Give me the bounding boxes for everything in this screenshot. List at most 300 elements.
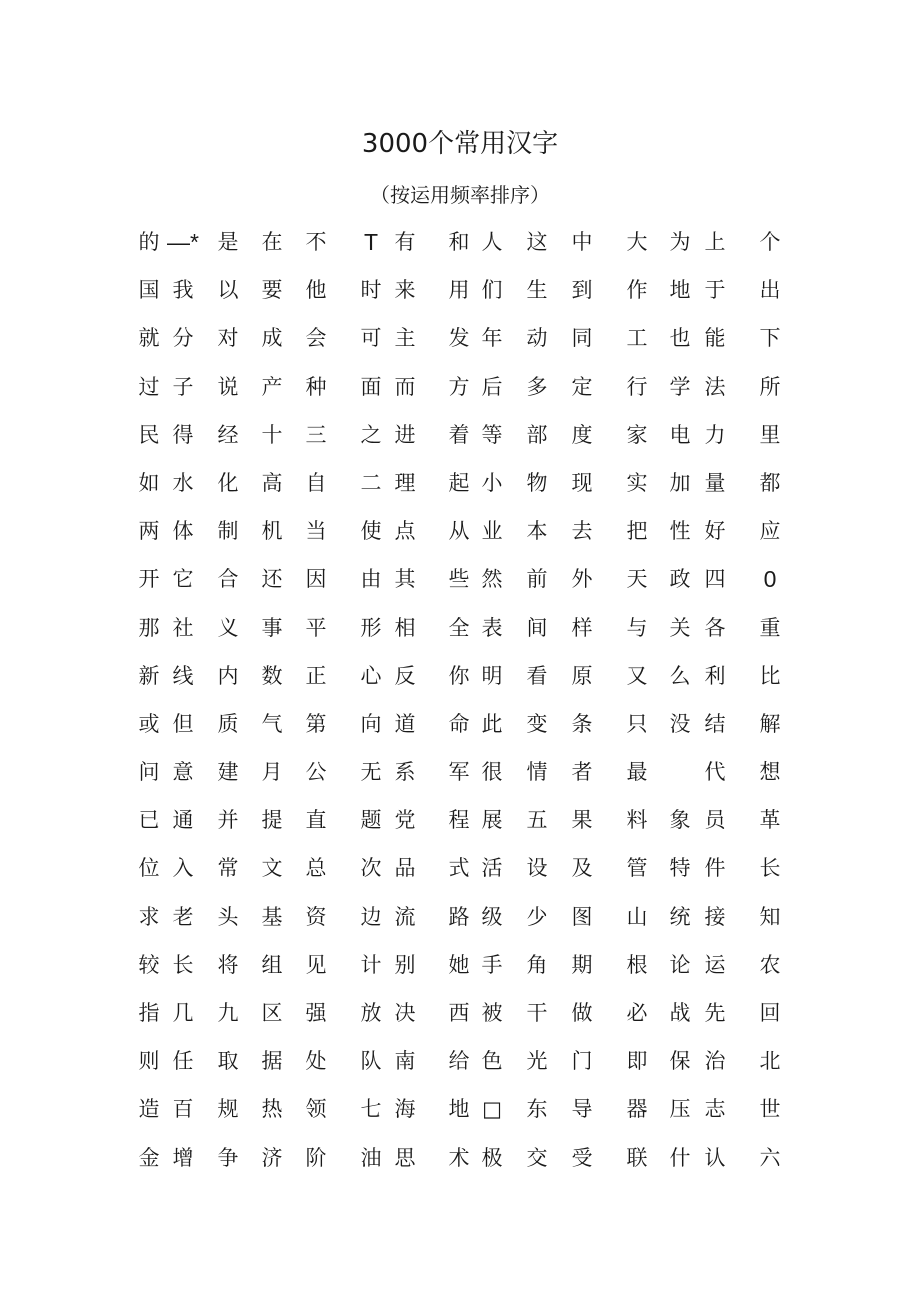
character-row [0, 218, 920, 266]
character-cell: 时 [360, 278, 382, 303]
character-cell: 电 [669, 422, 691, 447]
character-cell: 为 [669, 230, 691, 254]
character-cell: 光 [526, 1049, 548, 1074]
character-cell: 手 [481, 952, 503, 977]
character-cell: 门 [571, 1049, 593, 1074]
character-cell: 样 [571, 615, 593, 640]
character-cell: 着 [448, 422, 470, 447]
character-cell: 强 [305, 1001, 327, 1025]
character-cell: 情 [526, 760, 548, 785]
character-cell: 组 [261, 952, 283, 977]
character-cell: 求 [138, 904, 160, 929]
character-cell: 员 [704, 808, 726, 833]
character-cell: 长 [172, 952, 194, 977]
character-cell: 合 [217, 567, 239, 592]
character-cell: 被 [481, 1001, 503, 1025]
character-cell: 任 [172, 1049, 194, 1074]
character-cell: 化 [217, 470, 239, 495]
character-row [0, 1037, 920, 1085]
character-cell: 看 [526, 663, 548, 688]
document-subtitle: （按运用频率排序） [370, 183, 550, 207]
character-cell: 然 [481, 567, 503, 592]
character-cell: 头 [217, 904, 239, 929]
character-cell: 计 [360, 952, 382, 977]
character-cell: 很 [481, 760, 503, 785]
character-cell: 过 [138, 374, 160, 399]
character-row [0, 1085, 920, 1133]
character-cell: 与 [626, 615, 648, 640]
character-cell: 必 [626, 1001, 648, 1025]
character-cell: 根 [626, 952, 648, 977]
character-cell: 品 [394, 856, 416, 881]
character-cell: 问 [138, 760, 160, 785]
character-cell: 能 [704, 326, 726, 351]
character-cell: 都 [759, 470, 781, 495]
character-cell: 图 [571, 904, 593, 929]
character-cell: 第 [305, 711, 327, 736]
character-cell: 志 [704, 1097, 726, 1122]
character-cell: 质 [217, 711, 239, 736]
character-cell: 金 [138, 1145, 160, 1170]
character-cell: 文 [261, 856, 283, 881]
character-cell: 利 [704, 663, 726, 688]
character-cell: 认 [704, 1145, 726, 1170]
character-cell: 家 [626, 422, 648, 447]
character-cell: 程 [448, 808, 470, 833]
character-cell: 队 [360, 1049, 382, 1074]
character-cell: 关 [669, 615, 691, 640]
character-cell: 级 [481, 904, 503, 929]
character-cell: 极 [481, 1145, 503, 1170]
character-cell: 要 [261, 278, 283, 303]
character-cell: 反 [394, 663, 416, 688]
character-cell: 重 [759, 615, 781, 640]
character-row [0, 555, 920, 603]
character-cell: 点 [394, 519, 416, 544]
character-cell: 向 [360, 711, 382, 736]
character-cell: 面 [360, 374, 382, 399]
character-cell: 产 [261, 374, 283, 399]
character-cell: 生 [526, 278, 548, 303]
character-cell: 回 [759, 1001, 781, 1025]
character-cell: 可 [360, 326, 382, 351]
character-cell: 小 [481, 470, 503, 495]
character-cell: 基 [261, 904, 283, 929]
character-cell: 意 [172, 760, 194, 785]
character-cell: 入 [172, 856, 194, 881]
character-cell: 比 [759, 663, 781, 688]
character-cell: 体 [172, 519, 194, 544]
character-cell: 去 [571, 519, 593, 544]
character-cell: 间 [526, 615, 548, 640]
character-cell: 外 [571, 567, 593, 592]
character-cell: 展 [481, 808, 503, 833]
document-title: 3000个常用汉字 [361, 129, 559, 159]
character-cell: 和 [448, 230, 470, 254]
character-cell: 的 [138, 230, 160, 254]
character-cell: 器 [626, 1097, 648, 1122]
character-cell: 政 [669, 567, 691, 592]
character-cell: 同 [571, 326, 593, 351]
character-cell: 建 [217, 760, 239, 785]
character-cell: 百 [172, 1097, 194, 1122]
character-cell: 军 [448, 760, 470, 785]
character-cell: 件 [704, 856, 726, 881]
character-cell: 造 [138, 1097, 160, 1122]
character-cell: 次 [360, 856, 382, 881]
character-cell: 象 [669, 808, 691, 833]
character-cell: 或 [138, 711, 160, 736]
character-cell: 明 [481, 663, 503, 688]
character-cell: 平 [305, 615, 327, 640]
character-cell: 期 [571, 952, 593, 977]
character-cell: 你 [448, 663, 470, 688]
character-cell: 进 [394, 422, 416, 447]
character-cell: 后 [481, 374, 503, 399]
character-cell: 据 [261, 1049, 283, 1074]
character-cell: 六 [759, 1145, 781, 1170]
character-row [0, 459, 920, 507]
character-cell: 战 [669, 1001, 691, 1025]
character-cell: 只 [626, 711, 648, 736]
character-cell: 山 [626, 904, 648, 929]
character-cell: 提 [261, 808, 283, 833]
character-cell: 定 [571, 374, 593, 399]
character-cell: 内 [217, 663, 239, 688]
character-cell: 通 [172, 808, 194, 833]
character-cell: 区 [261, 1001, 283, 1025]
character-cell: 方 [448, 374, 470, 399]
character-cell: 么 [669, 663, 691, 688]
character-cell: 什 [669, 1145, 691, 1170]
character-cell: 老 [172, 904, 194, 929]
character-cell: 些 [448, 567, 470, 592]
character-cell: 世 [759, 1097, 781, 1122]
character-cell: 少 [526, 904, 548, 929]
character-cell: 想 [759, 760, 781, 785]
character-cell: 论 [669, 952, 691, 977]
character-row [0, 507, 920, 555]
character-cell: 总 [305, 856, 327, 881]
character-cell: 学 [669, 374, 691, 399]
character-cell: 干 [526, 1001, 548, 1025]
character-cell: 其 [394, 567, 416, 592]
character-cell: 那 [138, 615, 160, 640]
character-cell: 给 [448, 1049, 470, 1074]
character-cell: 无 [360, 760, 382, 785]
character-cell: 气 [261, 711, 283, 736]
character-cell: 现 [571, 470, 593, 495]
character-cell: 保 [669, 1049, 691, 1074]
character-cell: 受 [571, 1145, 593, 1170]
character-cell: 下 [759, 326, 781, 351]
character-cell: 此 [481, 711, 503, 736]
character-cell: 色 [481, 1049, 503, 1074]
character-cell: 油 [360, 1145, 382, 1170]
character-cell: 则 [138, 1049, 160, 1074]
character-cell: 放 [360, 1001, 382, 1025]
character-cell: 本 [526, 519, 548, 544]
character-cell: 西 [448, 1001, 470, 1025]
character-row [0, 989, 920, 1037]
character-cell: —* [167, 229, 199, 255]
character-cell: 好 [704, 519, 726, 544]
character-cell: 成 [261, 326, 283, 351]
character-cell: 做 [571, 1001, 593, 1025]
character-cell: 表 [481, 615, 503, 640]
character-cell: 上 [704, 230, 726, 254]
character-cell: 增 [172, 1145, 194, 1170]
character-cell: 接 [704, 904, 726, 929]
character-cell: 所 [759, 374, 781, 399]
character-cell: 经 [217, 422, 239, 447]
character-cell: 导 [571, 1097, 593, 1122]
character-cell: 规 [217, 1097, 239, 1122]
character-cell: 系 [394, 760, 416, 785]
character-cell: 高 [261, 470, 283, 495]
character-cell: 正 [305, 663, 327, 688]
character-cell: 北 [759, 1049, 781, 1074]
character-cell: 水 [172, 470, 194, 495]
character-cell: 九 [217, 1001, 239, 1025]
character-cell: 较 [138, 952, 160, 977]
character-cell: 起 [448, 470, 470, 495]
character-cell: 里 [759, 422, 781, 447]
character-cell: 东 [526, 1097, 548, 1122]
character-cell: 解 [759, 711, 781, 736]
character-cell: 特 [669, 856, 691, 881]
character-cell: 流 [394, 904, 416, 929]
character-cell: 因 [305, 567, 327, 592]
character-cell: 联 [626, 1145, 648, 1170]
character-cell: 当 [305, 519, 327, 544]
character-cell: 位 [138, 856, 160, 881]
character-cell: 领 [305, 1097, 327, 1122]
character-cell: 实 [626, 470, 648, 495]
character-cell: 结 [704, 711, 726, 736]
character-cell: 人 [481, 230, 503, 254]
character-cell: T [363, 229, 379, 255]
character-cell: 得 [172, 422, 194, 447]
character-cell: 使 [360, 519, 382, 544]
character-cell: 行 [626, 374, 648, 399]
character-cell: 地 [448, 1097, 470, 1122]
character-cell: 长 [759, 856, 781, 881]
character-cell: 这 [526, 230, 548, 254]
character-cell: 设 [526, 856, 548, 881]
character-row [0, 652, 920, 700]
character-cell: 变 [526, 711, 548, 736]
character-cell: 又 [626, 663, 648, 688]
character-cell: 五 [526, 808, 548, 833]
character-cell: 十 [261, 422, 283, 447]
character-cell: 社 [172, 615, 194, 640]
character-cell: 之 [360, 422, 382, 447]
character-cell: 相 [394, 615, 416, 640]
character-cell: 机 [261, 519, 283, 544]
character-row [0, 266, 920, 314]
character-cell: 指 [138, 1001, 160, 1025]
character-cell: 统 [669, 904, 691, 929]
character-cell: 而 [394, 374, 416, 399]
character-cell: 将 [217, 952, 239, 977]
character-cell: 几 [172, 1001, 194, 1025]
character-cell: 别 [394, 952, 416, 977]
character-cell: 她 [448, 952, 470, 977]
character-cell: 月 [261, 760, 283, 785]
character-cell: 农 [759, 952, 781, 977]
character-cell: 道 [394, 711, 416, 736]
character-cell: 分 [172, 326, 194, 351]
character-cell: 三 [305, 422, 327, 447]
character-cell: 处 [305, 1049, 327, 1074]
character-cell: 但 [172, 711, 194, 736]
character-cell: 于 [704, 278, 726, 303]
character-cell: 见 [305, 952, 327, 977]
character-cell: 多 [526, 374, 548, 399]
character-cell: 开 [138, 567, 160, 592]
character-cell: 把 [626, 519, 648, 544]
character-cell: 法 [704, 374, 726, 399]
character-cell: 运 [704, 952, 726, 977]
character-cell: 先 [704, 1001, 726, 1025]
character-cell: 们 [481, 278, 503, 303]
character-row [0, 941, 920, 989]
character-cell: 治 [704, 1049, 726, 1074]
character-cell: 我 [172, 278, 194, 303]
character-cell: 对 [217, 326, 239, 351]
character-cell: 会 [305, 326, 327, 351]
character-cell: 由 [360, 567, 382, 592]
character-cell: 交 [526, 1145, 548, 1170]
character-cell: 不 [305, 230, 327, 254]
character-cell: 题 [360, 808, 382, 833]
character-cell: 最 [626, 760, 648, 785]
character-cell: 果 [571, 808, 593, 833]
character-cell: 应 [759, 519, 781, 544]
character-cell: 中 [571, 230, 593, 254]
character-cell: 理 [394, 470, 416, 495]
character-cell: 管 [626, 856, 648, 881]
character-cell: 到 [571, 278, 593, 303]
character-cell: □ [482, 1097, 502, 1122]
character-cell: 角 [526, 952, 548, 977]
character-cell: 工 [626, 326, 648, 351]
character-cell: 争 [217, 1145, 239, 1170]
character-row [0, 844, 920, 892]
character-cell: 用 [448, 278, 470, 303]
character-cell: 国 [138, 278, 160, 303]
character-cell: 并 [217, 808, 239, 833]
character-cell: 大 [626, 230, 648, 254]
character-cell: 两 [138, 519, 160, 544]
character-cell: 出 [759, 278, 781, 303]
character-cell: 南 [394, 1049, 416, 1074]
character-cell: 压 [669, 1097, 691, 1122]
character-cell: 他 [305, 278, 327, 303]
character-cell: 料 [626, 808, 648, 833]
character-cell: 心 [360, 663, 382, 688]
character-cell: 地 [669, 278, 691, 303]
character-cell: 它 [172, 567, 194, 592]
character-cell: 作 [626, 278, 648, 303]
character-cell: 从 [448, 519, 470, 544]
character-cell: 者 [571, 760, 593, 785]
character-row [0, 748, 920, 796]
character-cell: 动 [526, 326, 548, 351]
character-cell: 说 [217, 374, 239, 399]
character-row [0, 314, 920, 362]
character-cell: 条 [571, 711, 593, 736]
character-cell: 七 [360, 1097, 382, 1122]
character-cell: 常 [217, 856, 239, 881]
character-cell: 就 [138, 326, 160, 351]
character-cell: 活 [481, 856, 503, 881]
character-grid [0, 218, 920, 1182]
character-cell: 数 [261, 663, 283, 688]
character-cell: 制 [217, 519, 239, 544]
character-cell: 济 [261, 1145, 283, 1170]
character-cell: 没 [669, 711, 691, 736]
character-cell: 性 [669, 519, 691, 544]
character-cell: 前 [526, 567, 548, 592]
character-cell: 发 [448, 326, 470, 351]
character-cell: 加 [669, 470, 691, 495]
character-cell [660, 748, 700, 796]
character-cell: 以 [217, 278, 239, 303]
character-cell: 全 [448, 615, 470, 640]
character-row [0, 796, 920, 844]
character-cell: 海 [394, 1097, 416, 1122]
character-row [0, 1134, 920, 1182]
character-cell: 即 [626, 1049, 648, 1074]
character-cell: 如 [138, 470, 160, 495]
character-cell: 新 [138, 663, 160, 688]
character-cell: 度 [571, 422, 593, 447]
character-cell: 路 [448, 904, 470, 929]
character-row [0, 411, 920, 459]
character-cell: 物 [526, 470, 548, 495]
character-cell: 主 [394, 326, 416, 351]
character-cell: 0 [763, 566, 777, 593]
character-cell: 已 [138, 808, 160, 833]
character-cell: 事 [261, 615, 283, 640]
character-cell: 也 [669, 326, 691, 351]
character-cell: 力 [704, 422, 726, 447]
character-cell: 各 [704, 615, 726, 640]
character-row [0, 363, 920, 411]
character-cell: 还 [261, 567, 283, 592]
character-cell: 是 [217, 230, 239, 254]
character-cell: 二 [360, 470, 382, 495]
character-cell: 代 [704, 760, 726, 785]
character-cell: 量 [704, 470, 726, 495]
character-cell: 四 [704, 567, 726, 592]
character-cell: 思 [394, 1145, 416, 1170]
character-cell: 线 [172, 663, 194, 688]
character-cell: 自 [305, 470, 327, 495]
character-cell: 子 [172, 374, 194, 399]
character-cell: 式 [448, 856, 470, 881]
character-cell: 资 [305, 904, 327, 929]
character-cell: 取 [217, 1049, 239, 1074]
character-cell: 天 [626, 567, 648, 592]
character-cell: 原 [571, 663, 593, 688]
character-cell: 义 [217, 615, 239, 640]
character-cell: 来 [394, 278, 416, 303]
character-cell: 有 [394, 230, 416, 254]
character-cell: 阶 [305, 1145, 327, 1170]
